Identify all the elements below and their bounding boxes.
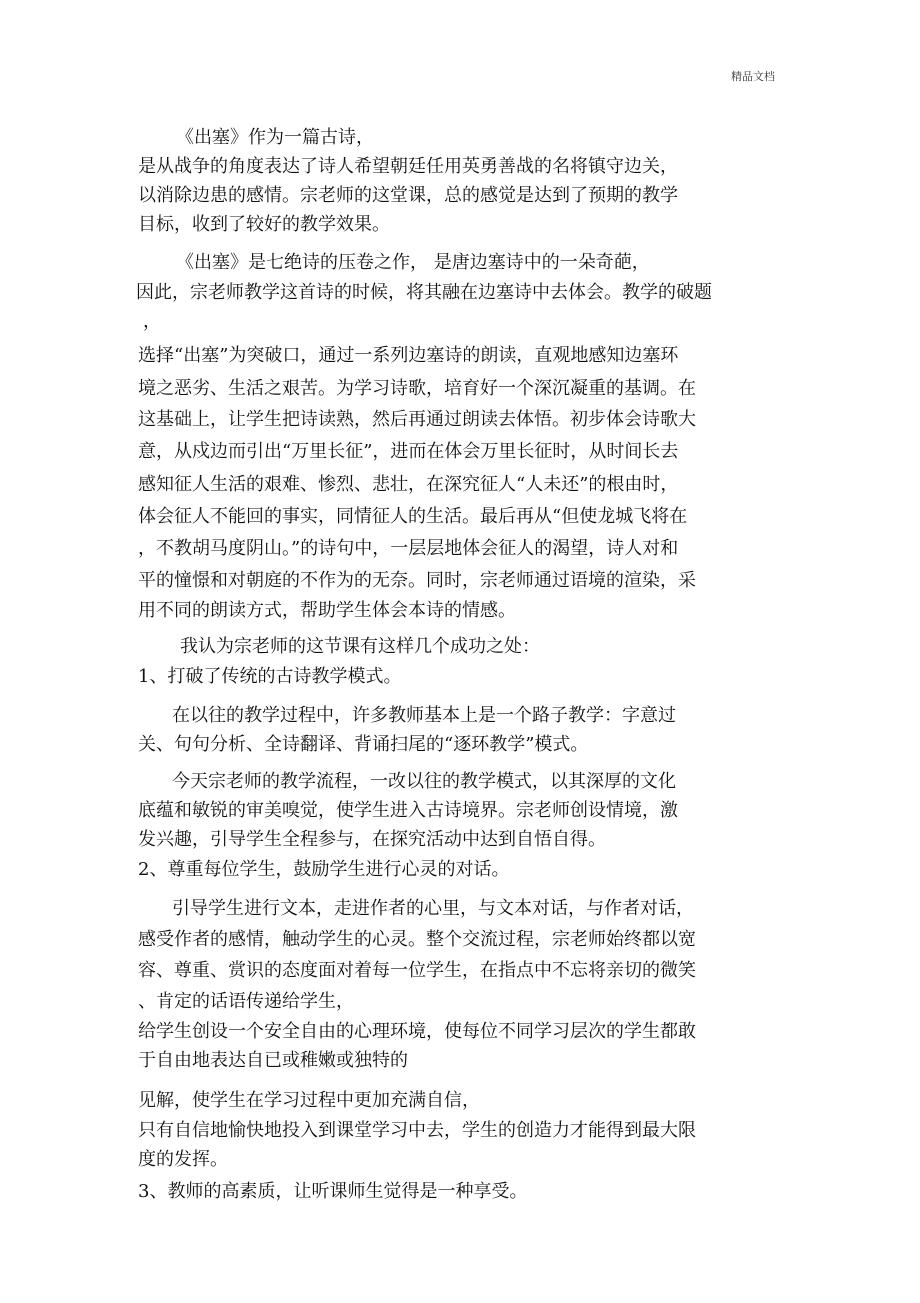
text-line: 这基础上，让学生把诗读熟，然后再通过朗读去体悟。初步体会诗歌大 [138,409,696,430]
text-line: 我认为宗老师的这节课有这样几个成功之处： [180,636,540,657]
text-line: 是从战争的角度表达了诗人希望朝廷任用英勇善战的名将镇守边关， [138,156,678,177]
section-heading: 2、尊重每位学生，鼓励学生进行心灵的对话。 [138,859,510,880]
text-line: ， [143,311,161,332]
text-line: 容、尊重、赏识的态度面对着每一位学生，在指点中不忘将亲切的微笑 [138,960,696,981]
section-heading: 3、教师的高素质，让听课师生觉得是一种享受。 [138,1181,528,1202]
text-line: 给学生创设一个安全自由的心理环境，使每位不同学习层次的学生都敢 [138,1021,696,1042]
text-line: 《出塞》是七绝诗的压卷之作， 是唐边塞诗中的一朵奇葩， [176,252,650,273]
section-heading: 1、打破了传统的古诗教学模式。 [138,666,402,687]
text-line: 见解，使学生在学习过程中更加充满自信， [138,1090,480,1111]
text-line: 于自由地表达自已或稚嫩或独特的 [138,1050,408,1071]
text-line: 感受作者的感情，触动学生的心灵。整个交流过程，宗老师始终都以宽 [138,929,696,950]
text-line: 感知征人生活的艰难、惨烈、悲壮，在深究征人“人未还”的根由时， [138,474,679,495]
text-line: 引导学生进行文本，走进作者的心里，与文本对话，与作者对话， [172,898,694,919]
text-line: 以消除边患的感情。宗老师的这堂课，总的感觉是达到了预期的教学 [138,185,678,206]
text-line: 《出塞》作为一篇古诗， [176,127,374,148]
text-line: 境之恶劣、生活之艰苦。为学习诗歌，培育好一个深沉凝重的基调。在 [138,378,696,399]
text-line: 意，从戍边而引出“万里长征”，进而在体会万里长征时，从时间长去 [138,441,679,462]
text-line: ，不教胡马度阴山。”的诗句中，一层层地体会征人的渴望，诗人对和 [138,538,679,559]
text-line: 目标，收到了较好的教学效果。 [138,214,390,235]
text-line: 体会征人不能回的事实，同情征人的生活。最后再从“但使龙城飞将在 [138,506,688,527]
text-line: 只有自信地愉快地投入到课堂学习中去，学生的创造力才能得到最大限 [138,1120,696,1141]
text-line: 关、句句分析、全诗翻译、背诵扫尾的“逐环教学”模式。 [138,734,589,755]
text-line: 因此，宗老师教学这首诗的时候，将其融在边塞诗中去体会。教学的破题 [136,282,712,303]
text-line: 平的憧憬和对朝庭的不作为的无奈。同时，宗老师通过语境的渲染，采 [138,570,696,591]
text-line: 用不同的朗读方式，帮助学生体会本诗的情感。 [138,600,516,621]
text-line: 度的发挥。 [138,1149,228,1170]
text-line: 今天宗老师的教学流程，一改以往的教学模式，以其深厚的文化 [172,771,676,792]
text-line: 底蕴和敏锐的审美嗅觉，使学生进入古诗境界。宗老师创设情境，激 [138,800,678,821]
text-line: 选择“出塞”为突破口，通过一系列边塞诗的朗读，直观地感知边塞环 [138,345,679,366]
text-line: 发兴趣，引导学生全程参与，在探究活动中达到自悟自得。 [138,829,606,850]
text-line: 、肯定的话语传递给学生， [138,991,354,1012]
text-line: 在以往的教学过程中，许多教师基本上是一个路子教学：字意过 [172,705,676,726]
page-header: 精品文档 [731,70,775,83]
